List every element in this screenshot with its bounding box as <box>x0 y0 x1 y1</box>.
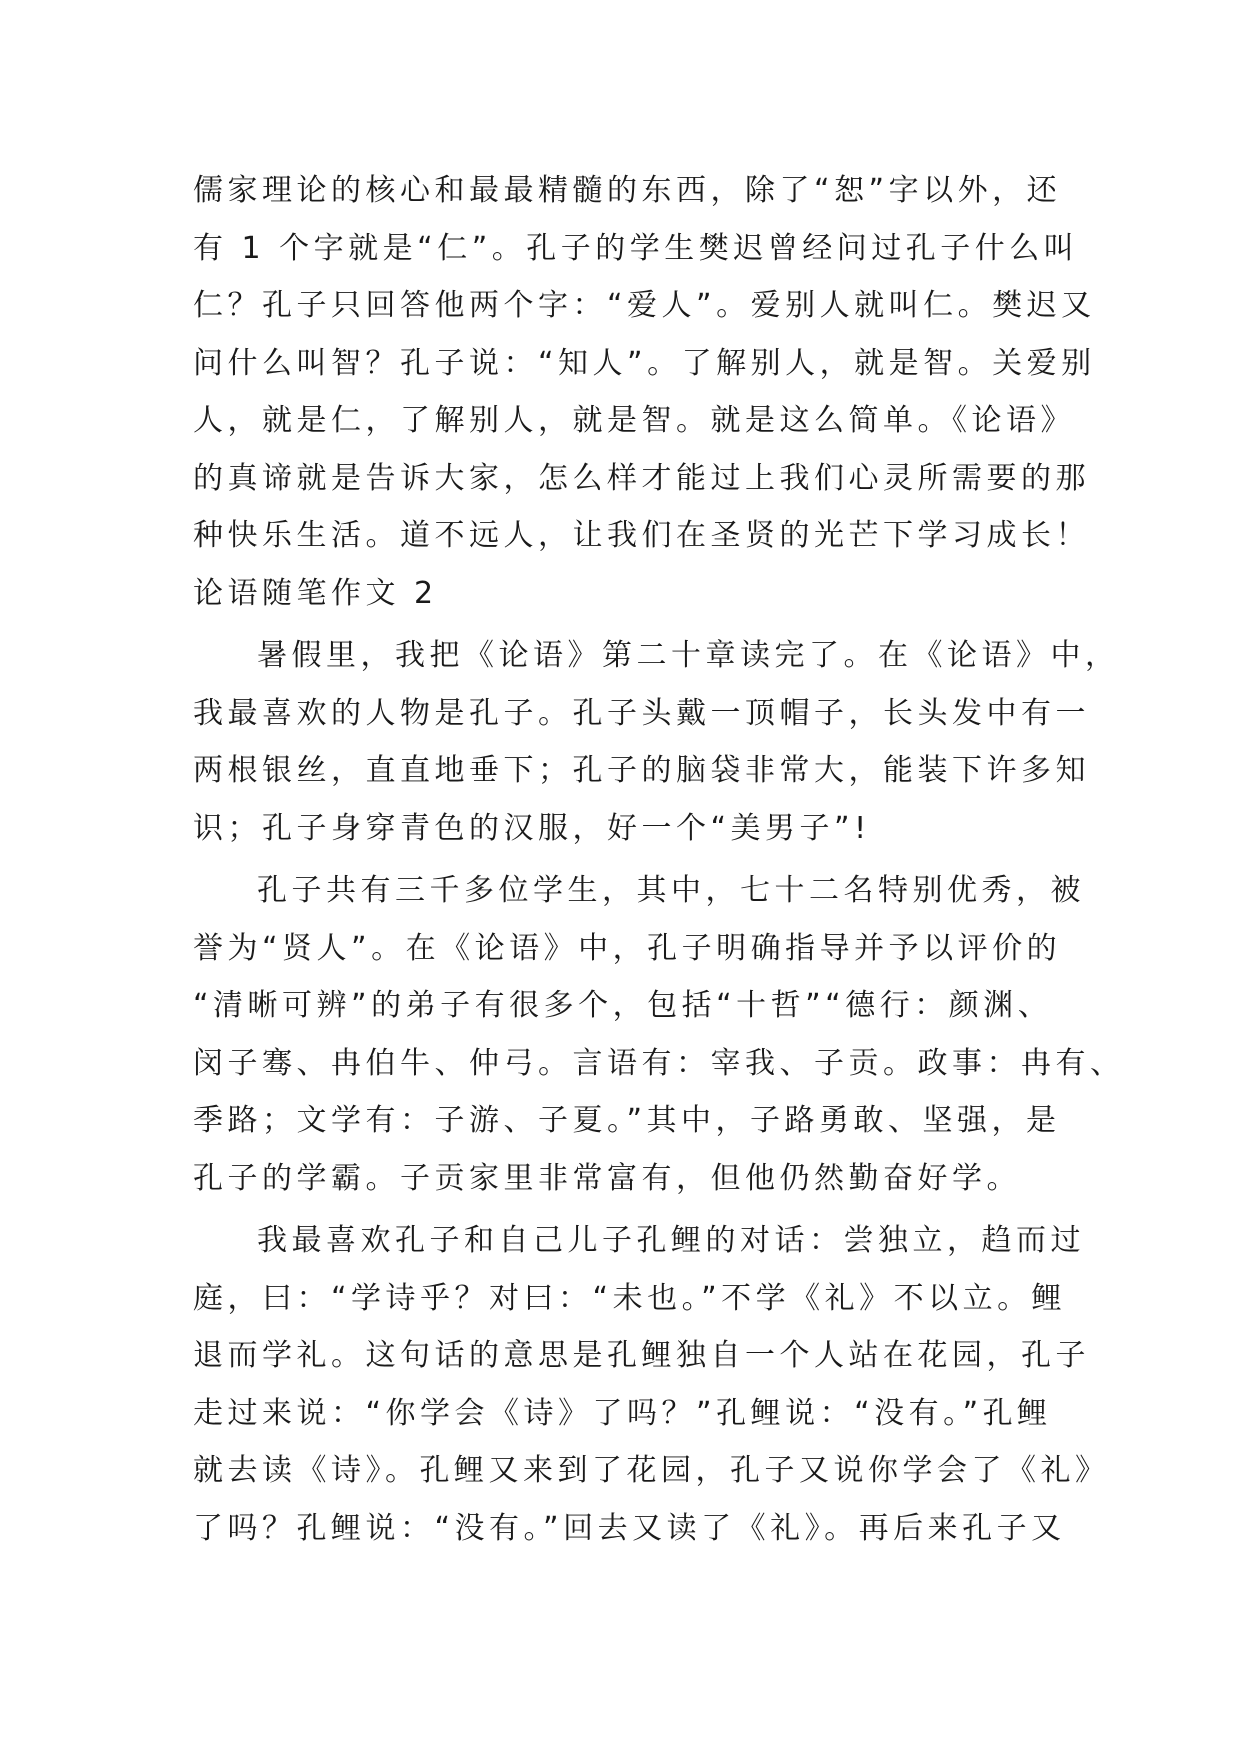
text-line: 儒家理论的核心和最最精髓的东西，除了“恕”字以外，还 <box>193 173 1062 208</box>
text-line: 仁？孔子只回答他两个字：“爱人”。爱别人就叫仁。樊迟又 <box>193 288 1096 323</box>
text-line: 就去读《诗》。孔鲤又来到了花园，孔子又说你学会了《礼》 <box>193 1453 1110 1488</box>
text-line: 的真谛就是告诉大家，怎么样才能过上我们心灵所需要的那 <box>193 460 1090 496</box>
text-line: 种快乐生活。道不远人，让我们在圣贤的光芒下学习成长！ <box>193 518 1090 553</box>
text-line: 我最喜欢的人物是孔子。孔子头戴一顶帽子，长头发中有一 <box>193 695 1090 731</box>
text-line: 有 1 个字就是“仁”。孔子的学生樊迟曾经问过孔子什么叫 <box>193 230 1079 266</box>
text-line: 走过来说：“你学会《诗》了吗？”孔鲤说：“没有。”孔鲤 <box>193 1395 1052 1431</box>
text-line: 季路；文学有：子游、子夏。”其中，子路勇敢、坚强，是 <box>193 1103 1061 1138</box>
text-line: 孔子的学霸。子贡家里非常富有，但他仍然勤奋好学。 <box>193 1160 1021 1196</box>
text-line: 了吗？孔鲤说：“没有。”回去又读了《礼》。再后来孔子又 <box>193 1510 1066 1546</box>
text-line: 问什么叫智？孔子说：“知人”。了解别人，就是智。关爱别 <box>193 345 1096 381</box>
text-line: 庭，曰：“学诗乎？对曰：“未也。”不学《礼》不以立。鲤 <box>193 1280 1067 1316</box>
text-line: 两根银丝，直直地垂下；孔子的脑袋非常大，能装下许多知 <box>193 753 1090 788</box>
paragraph-first-line: 孔子共有三千多位学生，其中，七十二名特别优秀，被 <box>257 873 1085 908</box>
paragraph-first-line: 暑假里，我把《论语》第二十章读完了。在《论语》中， <box>257 638 1120 673</box>
text-line: 誉为“贤人”。在《论语》中，孔子明确指导并予以评价的 <box>193 930 1062 966</box>
paragraph-first-line: 我最喜欢孔子和自己儿子孔鲤的对话：尝独立，趋而过 <box>257 1223 1085 1258</box>
document-body <box>193 162 1125 1557</box>
section-heading: 论语随笔作文 2 <box>193 575 438 611</box>
text-line: “清晰可辨”的弟子有很多个，包括“十哲”“德行：颜渊、 <box>193 988 1053 1023</box>
text-line: 识；孔子身穿青色的汉服，好一个“美男子”! <box>193 810 871 846</box>
text-line: 人，就是仁，了解别人，就是智。就是这么简单。《论语》 <box>193 403 1075 438</box>
text-line: 闵子骞、冉伯牛、仲弓。言语有：宰我、子贡。政事：冉有、 <box>193 1045 1125 1081</box>
text-line: 退而学礼。这句话的意思是孔鲤独自一个人站在花园，孔子 <box>193 1338 1090 1373</box>
